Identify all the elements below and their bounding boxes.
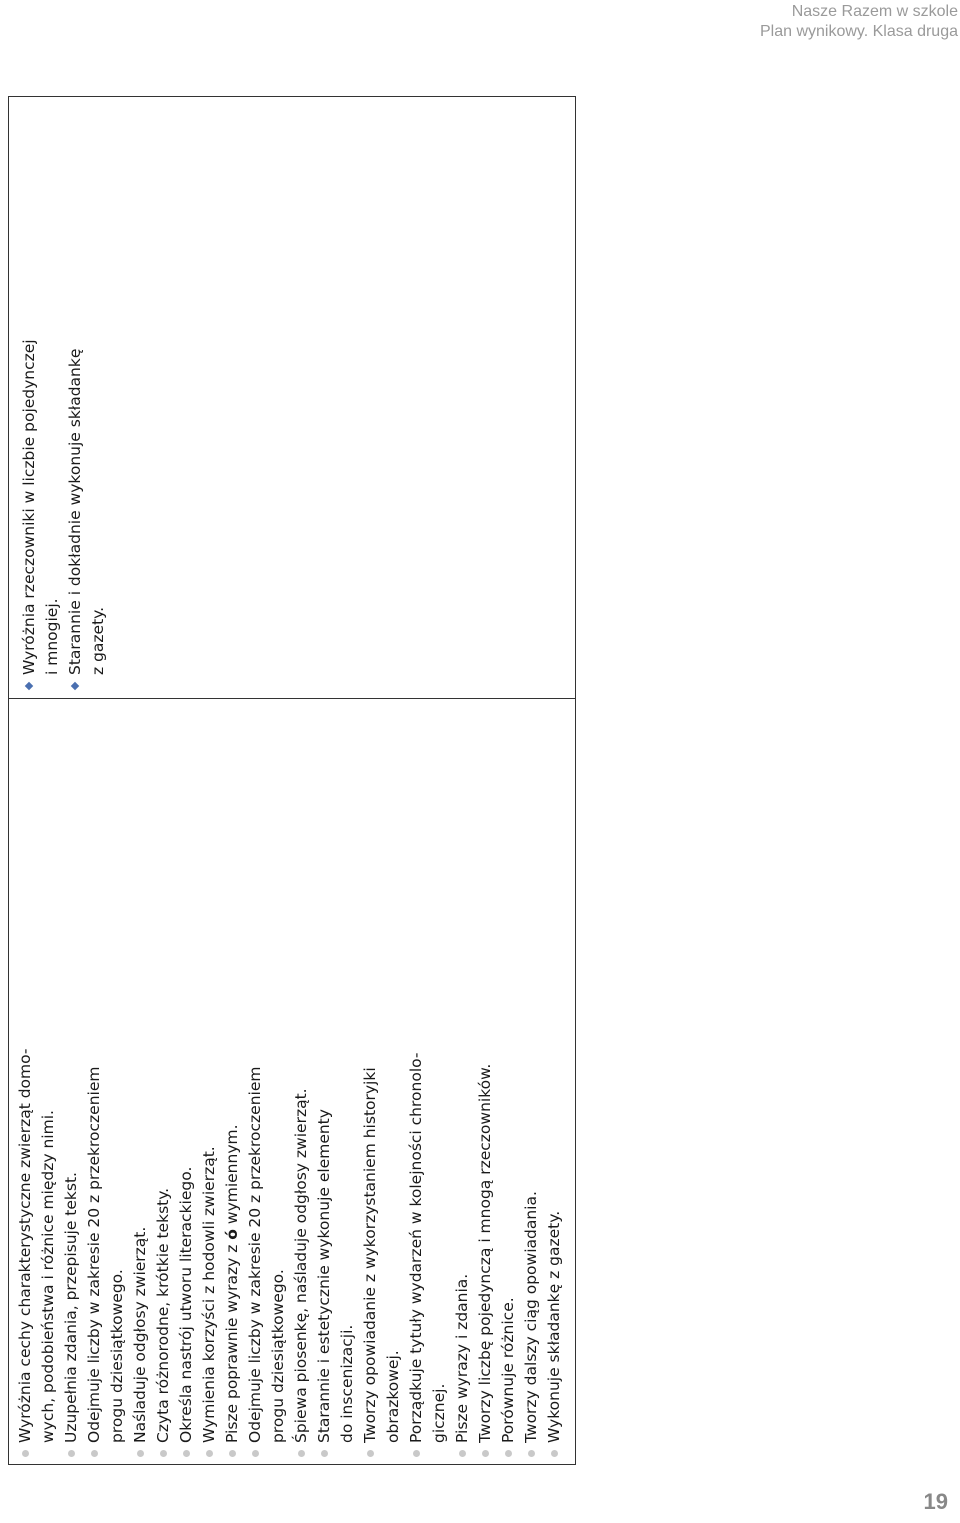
extended-requirements-cell — [18, 110, 110, 690]
plan-subtitle: Plan wynikowy. Klasa druga — [759, 23, 958, 40]
list-item: Tworzy opowiadanie z wykorzystaniem historyjki obrazkowej. — [359, 706, 405, 1458]
bullet-dot-icon — [459, 1450, 466, 1457]
list-item: Określa nastrój utworu literackiego. — [175, 706, 198, 1458]
bullet-dot-icon — [367, 1450, 374, 1457]
basic-requirements-cell — [14, 706, 566, 1458]
bullet-dot-icon — [505, 1450, 512, 1457]
bullet-dot-icon — [22, 1450, 29, 1457]
list-item: Starannie i dokładnie wykonuje składankę z gazety. — [64, 110, 110, 690]
extended-requirements-list — [18, 110, 110, 690]
list-item: Uzupełnia zdania, przepisuje tekst. — [60, 706, 83, 1458]
bullet-dot-icon — [482, 1450, 489, 1457]
bullet-dot-icon — [298, 1450, 305, 1457]
basic-requirements-list — [14, 706, 566, 1458]
bullet-dot-icon — [91, 1450, 98, 1457]
bullet-dot-icon — [551, 1450, 558, 1457]
list-item: Odejmuje liczby w zakresie 20 z przekroczeniem progu dziesiątkowego. — [244, 706, 290, 1458]
list-item: Wykonuje składankę z gazety. — [543, 706, 566, 1458]
bullet-dot-icon — [68, 1450, 75, 1457]
list-item: Tworzy liczbę pojedynczą i mnogą rzeczowników. — [474, 706, 497, 1458]
list-item: Śpiewa piosenkę, naśladuje odgłosy zwierząt. — [290, 706, 313, 1458]
bullet-diamond-icon — [71, 682, 79, 690]
page-header — [760, 2, 958, 42]
highlighted-letter: ó — [223, 1229, 241, 1240]
bullet-dot-icon — [229, 1450, 236, 1457]
bullet-dot-icon — [528, 1450, 535, 1457]
list-item: Porównuje różnice. — [497, 706, 520, 1458]
series-title: Nasze Razem w szkole — [791, 3, 958, 20]
bullet-dot-icon — [252, 1450, 259, 1457]
bullet-dot-icon — [183, 1450, 190, 1457]
list-item: Wymienia korzyści z hodowli zwierząt. — [198, 706, 221, 1458]
list-item: Pisze wyrazy i zdania. — [451, 706, 474, 1458]
bullet-diamond-icon — [25, 682, 33, 690]
list-item: Odejmuje liczby w zakresie 20 z przekroczeniem progu dziesiątkowego. — [83, 706, 129, 1458]
list-item: Tworzy dalszy ciąg opowiadania. — [520, 706, 543, 1458]
table-divider — [8, 698, 576, 699]
bullet-dot-icon — [137, 1450, 144, 1457]
list-item: Wyróżnia rzeczowniki w liczbie pojedynczej i mnogiej. — [18, 110, 64, 690]
list-item: Wyróżnia cechy charakterystyczne zwierząt domo- wych, podobieństwa i różnice między nimi. — [14, 706, 60, 1458]
bullet-dot-icon — [413, 1450, 420, 1457]
list-item: Pisze poprawnie wyrazy z ó wymiennym. — [221, 706, 244, 1458]
bullet-dot-icon — [206, 1450, 213, 1457]
list-item: Porządkuje tytuły wydarzeń w kolejności chronolo- gicznej. — [405, 706, 451, 1458]
list-item: Starannie i estetycznie wykonuje elementy do inscenizacji. — [313, 706, 359, 1458]
bullet-dot-icon — [321, 1450, 328, 1457]
bullet-dot-icon — [160, 1450, 167, 1457]
list-item: Czyta różnorodne, krótkie teksty. — [152, 706, 175, 1458]
page-number: 19 — [923, 1489, 948, 1514]
list-item: Naśladuje odgłosy zwierząt. — [129, 706, 152, 1458]
